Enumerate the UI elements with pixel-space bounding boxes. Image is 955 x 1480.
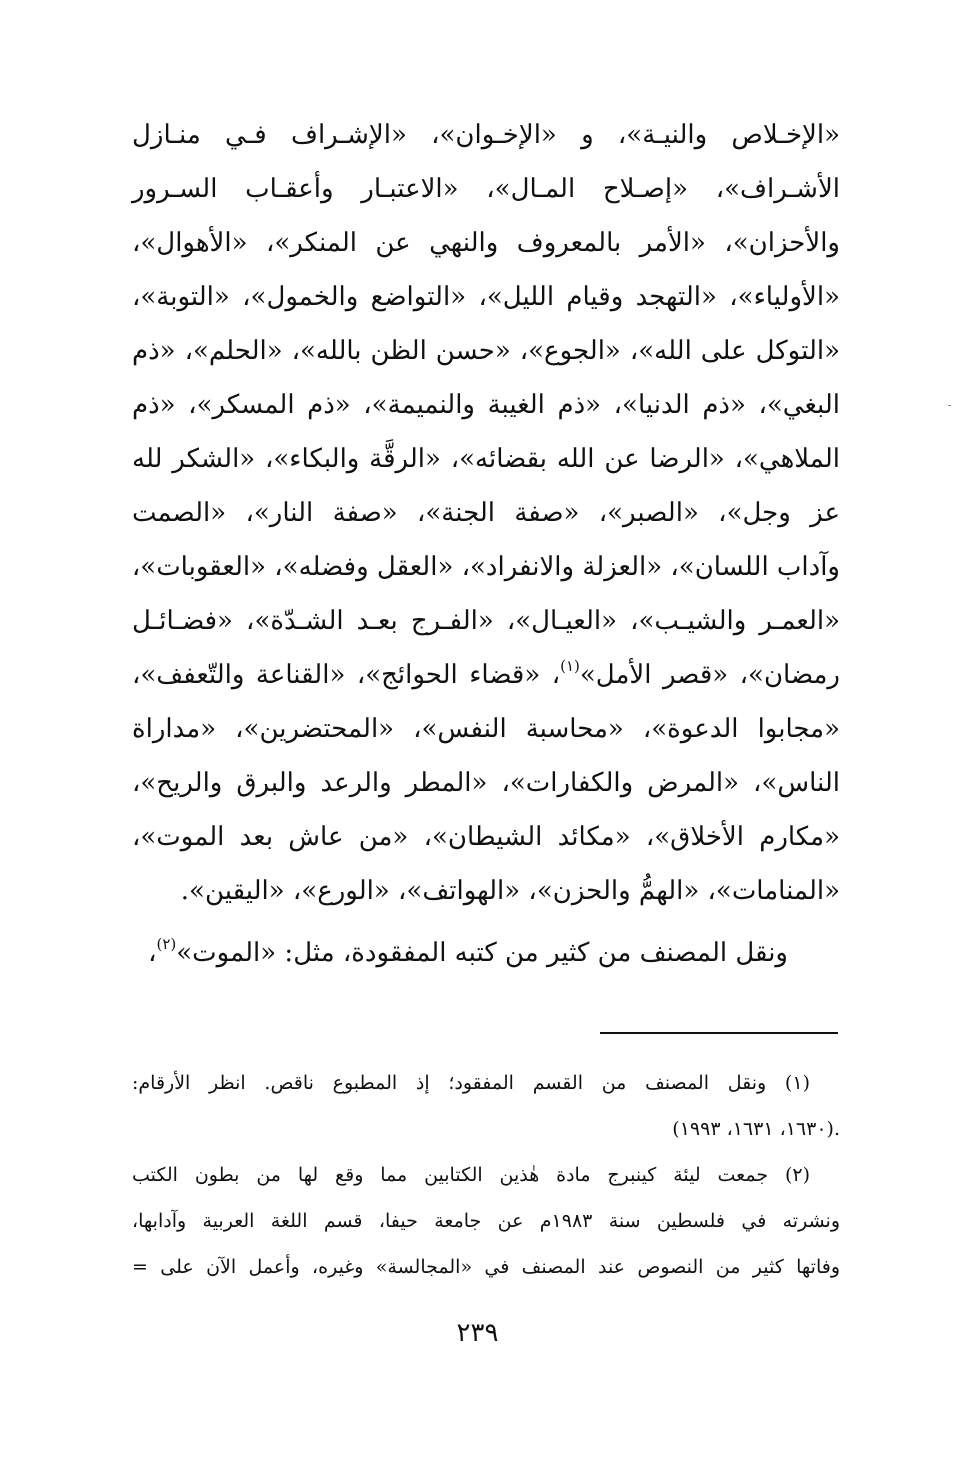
footnote-2-line: ونشرته في فلسطين سنة ١٩٨٣م عن جامعة حيفا، قسم اللغة العربية وآدابها، <box>132 1210 840 1232</box>
text-line: عز وجل»، «الصبر»، «صفة الجنة»، «صفة النار»، «الصمت <box>132 498 840 528</box>
main-text <box>132 108 840 980</box>
footnote-separator <box>600 1032 838 1034</box>
text-line: «مكارم الأخلاق»، «مكائد الشيطان»، «من عاش بعد الموت»، <box>132 822 840 852</box>
text-line: الملاهي»، «الرضا عن الله بقضائه»، «الرقَّة والبكاء»، «الشكر لله <box>132 444 840 474</box>
paragraph-2-line <box>132 926 840 980</box>
text-line: وآداب اللسان»، «العزلة والانفراد»، «العقل وفضله»، «العقوبات»، <box>131 552 840 582</box>
text-segment: رمضان»، «قصر الأمل» <box>579 660 840 690</box>
text-line: «مجابوا الدعوة»، «محاسبة النفس»، «المحتضرين»، «مداراة <box>132 714 840 744</box>
text-line-with-footnote-ref <box>132 648 840 702</box>
text-line: الأشـراف»، «إصـلاح المـال»، «الاعتبـار وأعقـاب السـرور <box>132 174 840 204</box>
footnote-2-line: وفاتها كثير من النصوص عند المصنف في «المجالسة» وغيره، وأعمل الآن على = <box>132 1256 840 1278</box>
text-line: الناس»، «المرض والكفارات»، «المطر والرعد والبرق والريح»، <box>132 768 840 798</box>
text-segment: ونقل المصنف من كثير من كتبه المفقودة، مثل: «الموت» <box>176 938 788 968</box>
margin-mark <box>948 405 951 406</box>
text-line: البغي»، «ذم الدنيا»، «ذم الغيبة والنميمة»، «ذم المسكر»، «ذم <box>132 390 840 420</box>
text-line: والأحزان»، «الأمر بالمعروف والنهي عن المنكر»، «الأهوال»، <box>132 228 840 258</box>
footnote-ref-1[interactable]: (١) <box>560 657 580 675</box>
text-segment: ، <box>148 938 157 968</box>
footnote-ref-2[interactable]: (٢) <box>156 935 177 953</box>
paragraph-end-line: «المنامات»، «الهمُّ والحزن»، «الهواتف»، «الورع»، «اليقين». <box>180 876 840 906</box>
footnote-1-line: (١) ونقل المصنف من القسم المفقود؛ إذ المطبوع ناقص. انظر الأرقام: <box>132 1072 810 1094</box>
footnotes <box>132 1060 840 1290</box>
footnote-1-line: (١٦٣٠، ١٦٣١، ١٩٩٣). <box>672 1118 840 1140</box>
text-line: «التوكل على الله»، «الجوع»، «حسن الظن بالله»، «الحلم»، «ذم <box>132 336 840 366</box>
page-number: ٢٣٩ <box>456 1318 499 1348</box>
text-segment: ، «قضاء الحوائج»، «القناعة والتّعفف»، <box>132 660 561 690</box>
text-line: «الإخـلاص والنيـة»، و «الإخـوان»، «الإشـراف فـي منـازل <box>132 120 840 150</box>
text-line: «الأولياء»، «التهجد وقيام الليل»، «التواضع والخمول»، «التوبة»، <box>132 282 840 312</box>
footnote-2-line: (٢) جمعت ليئة كينبرج مادة هٰذين الكتابين مما وقع لها من بطون الكتب <box>132 1164 810 1186</box>
text-line: «العمـر والشيـب»، «العيـال»، «الفـرج بعـد الشـدّة»، «فضـائـل <box>132 606 840 636</box>
